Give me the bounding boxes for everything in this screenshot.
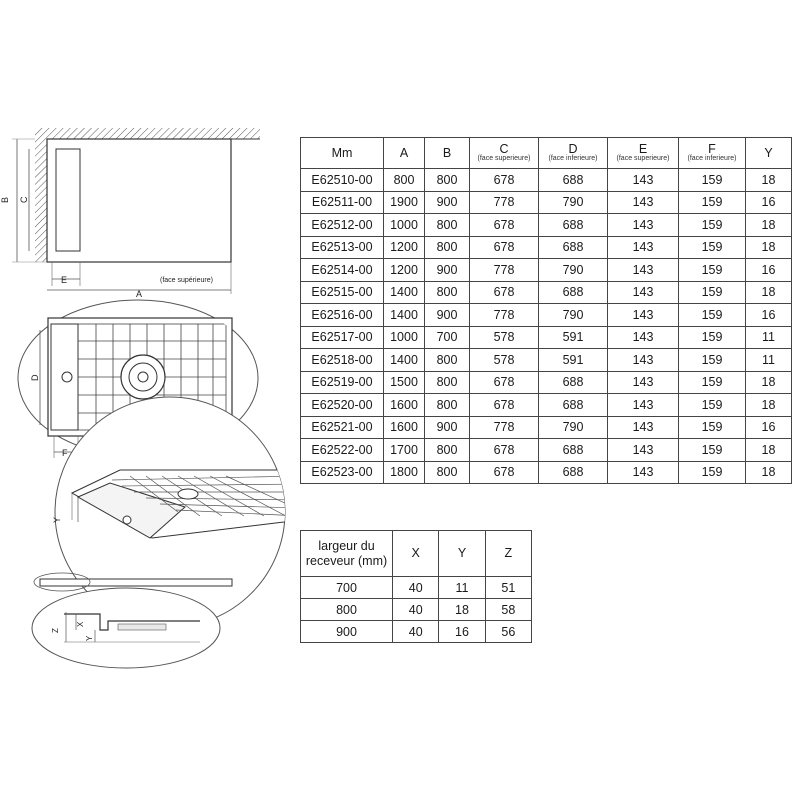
- table-cell: 11: [439, 577, 485, 599]
- table-cell: 591: [539, 349, 608, 372]
- table-cell: 800: [425, 439, 470, 462]
- table-cell: 1400: [384, 304, 425, 327]
- table-row: [301, 281, 792, 304]
- section-dim-x-label: X: [76, 621, 85, 627]
- table-cell: 900: [425, 304, 470, 327]
- table-cell: E62515-00: [301, 281, 384, 304]
- table-cell: 688: [539, 214, 608, 237]
- table-cell: E62521-00: [301, 416, 384, 439]
- dim-c-label: C: [19, 196, 29, 203]
- dim-e-label: E: [61, 275, 68, 285]
- table-cell: 18: [746, 281, 792, 304]
- dim-b-label: B: [0, 196, 10, 203]
- table-row: [301, 461, 792, 484]
- table-cell: 800: [425, 214, 470, 237]
- table-cell: 143: [608, 326, 679, 349]
- table-cell: 18: [746, 394, 792, 417]
- table-cell: E62523-00: [301, 461, 384, 484]
- table-cell: 790: [539, 191, 608, 214]
- table-cell: 143: [608, 281, 679, 304]
- table-cell: 16: [746, 416, 792, 439]
- table-cell: 143: [608, 349, 679, 372]
- table-cell: 159: [679, 169, 746, 192]
- table-cell: 1900: [384, 191, 425, 214]
- table-cell: 688: [539, 394, 608, 417]
- header-cell: Y: [746, 138, 792, 169]
- table-cell: 143: [608, 304, 679, 327]
- table-cell: 18: [746, 439, 792, 462]
- table-cell: 778: [470, 191, 539, 214]
- table-cell: 1700: [384, 439, 425, 462]
- table-cell: 40: [393, 599, 439, 621]
- table-cell: 800: [425, 371, 470, 394]
- table-row: [301, 304, 792, 327]
- table-cell: 688: [539, 371, 608, 394]
- table-row: [301, 371, 792, 394]
- dimensions-table-header: [301, 138, 792, 169]
- table-row: [301, 326, 792, 349]
- table-cell: 159: [679, 214, 746, 237]
- wall-hatch-left: [35, 139, 47, 262]
- table-cell: 143: [608, 236, 679, 259]
- table-cell: 678: [470, 236, 539, 259]
- table-cell: 900: [425, 416, 470, 439]
- table-cell: 678: [470, 371, 539, 394]
- table-cell: 159: [679, 394, 746, 417]
- table-cell: 778: [470, 304, 539, 327]
- table-cell: E62516-00: [301, 304, 384, 327]
- xyz-table-body: [301, 577, 532, 643]
- table-cell: 11: [746, 326, 792, 349]
- wall-hatch-top: [35, 128, 260, 139]
- table-cell: 51: [485, 577, 531, 599]
- table-cell: 18: [746, 214, 792, 237]
- table-cell: 11: [746, 349, 792, 372]
- table-row: [301, 577, 532, 599]
- table-row: [301, 599, 532, 621]
- table-cell: 16: [746, 191, 792, 214]
- table-cell: 678: [470, 439, 539, 462]
- dim-d-label: D: [30, 374, 40, 381]
- table-cell: 1800: [384, 461, 425, 484]
- table-cell: 1500: [384, 371, 425, 394]
- table-cell: 688: [539, 439, 608, 462]
- table-cell: 1600: [384, 394, 425, 417]
- header-cell: Mm: [301, 138, 384, 169]
- table-row: [301, 349, 792, 372]
- table-cell: E62522-00: [301, 439, 384, 462]
- table-cell: 1200: [384, 259, 425, 282]
- table-cell: E62513-00: [301, 236, 384, 259]
- table-cell: 143: [608, 371, 679, 394]
- table-cell: 159: [679, 304, 746, 327]
- table-cell: 159: [679, 236, 746, 259]
- table-row: [301, 259, 792, 282]
- table-cell: 1000: [384, 214, 425, 237]
- table-cell: 143: [608, 191, 679, 214]
- table-cell: 18: [746, 461, 792, 484]
- table-cell: 1200: [384, 236, 425, 259]
- table-row: [301, 214, 792, 237]
- table-cell: 800: [425, 394, 470, 417]
- table-cell: 159: [679, 326, 746, 349]
- table-cell: E62519-00: [301, 371, 384, 394]
- header-cell: E (face superieure): [608, 138, 679, 169]
- technical-drawings: [0, 0, 300, 680]
- table-row: [301, 191, 792, 214]
- channel-drain-hole: [62, 372, 72, 382]
- table-cell: 143: [608, 394, 679, 417]
- table-cell: 1400: [384, 349, 425, 372]
- header-cell: D (face inferieure): [539, 138, 608, 169]
- drain-center: [138, 372, 148, 382]
- table-cell: 159: [679, 259, 746, 282]
- table-cell: 790: [539, 259, 608, 282]
- table-cell: E62517-00: [301, 326, 384, 349]
- table-cell: 800: [425, 281, 470, 304]
- table-cell: E62511-00: [301, 191, 384, 214]
- xyz-table: [300, 530, 532, 643]
- table-cell: 143: [608, 214, 679, 237]
- table-cell: 678: [470, 214, 539, 237]
- table-cell: 18: [746, 236, 792, 259]
- table-cell: 591: [539, 326, 608, 349]
- table-cell: 18: [746, 169, 792, 192]
- header-cell: Y: [439, 531, 485, 577]
- header-cell: X: [393, 531, 439, 577]
- table-cell: 159: [679, 191, 746, 214]
- table-cell: 18: [439, 599, 485, 621]
- header-cell: Z: [485, 531, 531, 577]
- table-cell: 800: [425, 349, 470, 372]
- header-cell: F (face inferieure): [679, 138, 746, 169]
- tray-side-profile: [40, 579, 232, 586]
- table-cell: 900: [301, 621, 393, 643]
- table-cell: E62518-00: [301, 349, 384, 372]
- header-cell: C (face superieure): [470, 138, 539, 169]
- table-cell: 159: [679, 439, 746, 462]
- table-cell: 1600: [384, 416, 425, 439]
- table-cell: E62512-00: [301, 214, 384, 237]
- header-cell: largeur du receveur (mm): [301, 531, 393, 577]
- table-cell: 1000: [384, 326, 425, 349]
- table-cell: E62510-00: [301, 169, 384, 192]
- header-cell: B: [425, 138, 470, 169]
- table-cell: 688: [539, 169, 608, 192]
- table-cell: 790: [539, 416, 608, 439]
- table-cell: 778: [470, 259, 539, 282]
- table-cell: 678: [470, 169, 539, 192]
- table-row: [301, 394, 792, 417]
- table-cell: 16: [746, 259, 792, 282]
- table-cell: 159: [679, 281, 746, 304]
- table-cell: 800: [301, 599, 393, 621]
- table-cell: 16: [439, 621, 485, 643]
- section-dim-z-label: Z: [51, 628, 60, 633]
- detail-dim-y-label: Y: [52, 516, 62, 523]
- table-cell: E62514-00: [301, 259, 384, 282]
- dim-a-label: A: [136, 289, 143, 299]
- table-cell: 790: [539, 304, 608, 327]
- table-cell: 16: [746, 304, 792, 327]
- table-cell: 143: [608, 259, 679, 282]
- table-cell: 58: [485, 599, 531, 621]
- table-cell: 159: [679, 349, 746, 372]
- table-cell: 688: [539, 236, 608, 259]
- header-cell: A: [384, 138, 425, 169]
- table-row: [301, 169, 792, 192]
- table-cell: 159: [679, 461, 746, 484]
- table-cell: 143: [608, 461, 679, 484]
- table-row: [301, 416, 792, 439]
- table-cell: 800: [425, 236, 470, 259]
- table-cell: 1400: [384, 281, 425, 304]
- table-cell: 56: [485, 621, 531, 643]
- dim-f-label: F: [62, 448, 68, 458]
- table-cell: 143: [608, 416, 679, 439]
- table-cell: 578: [470, 326, 539, 349]
- xyz-table-header: [301, 531, 532, 577]
- section-dim-y-label: Y: [85, 635, 94, 641]
- table-cell: 800: [425, 461, 470, 484]
- table-cell: 678: [470, 461, 539, 484]
- table-cell: 159: [679, 371, 746, 394]
- table-cell: 700: [301, 577, 393, 599]
- dimensions-table: [300, 137, 792, 484]
- top-view: [0, 128, 260, 299]
- table-cell: 143: [608, 439, 679, 462]
- table-row: [301, 236, 792, 259]
- table-cell: 900: [425, 191, 470, 214]
- table-cell: 778: [470, 416, 539, 439]
- table-row: [301, 439, 792, 462]
- table-cell: E62520-00: [301, 394, 384, 417]
- table-cell: 159: [679, 416, 746, 439]
- table-cell: 678: [470, 281, 539, 304]
- table-cell: 800: [425, 169, 470, 192]
- table-cell: 700: [425, 326, 470, 349]
- table-cell: 900: [425, 259, 470, 282]
- table-cell: 800: [384, 169, 425, 192]
- table-cell: 688: [539, 461, 608, 484]
- table-cell: 40: [393, 577, 439, 599]
- table-cell: 678: [470, 394, 539, 417]
- table-cell: 18: [746, 371, 792, 394]
- dimensions-table-body: [301, 169, 792, 484]
- table-cell: 40: [393, 621, 439, 643]
- table-cell: 143: [608, 169, 679, 192]
- table-row: [301, 621, 532, 643]
- table-cell: 578: [470, 349, 539, 372]
- table-cell: 688: [539, 281, 608, 304]
- drain-channel-top: [56, 149, 80, 251]
- face-superieure-label: (face supérieure): [160, 277, 213, 284]
